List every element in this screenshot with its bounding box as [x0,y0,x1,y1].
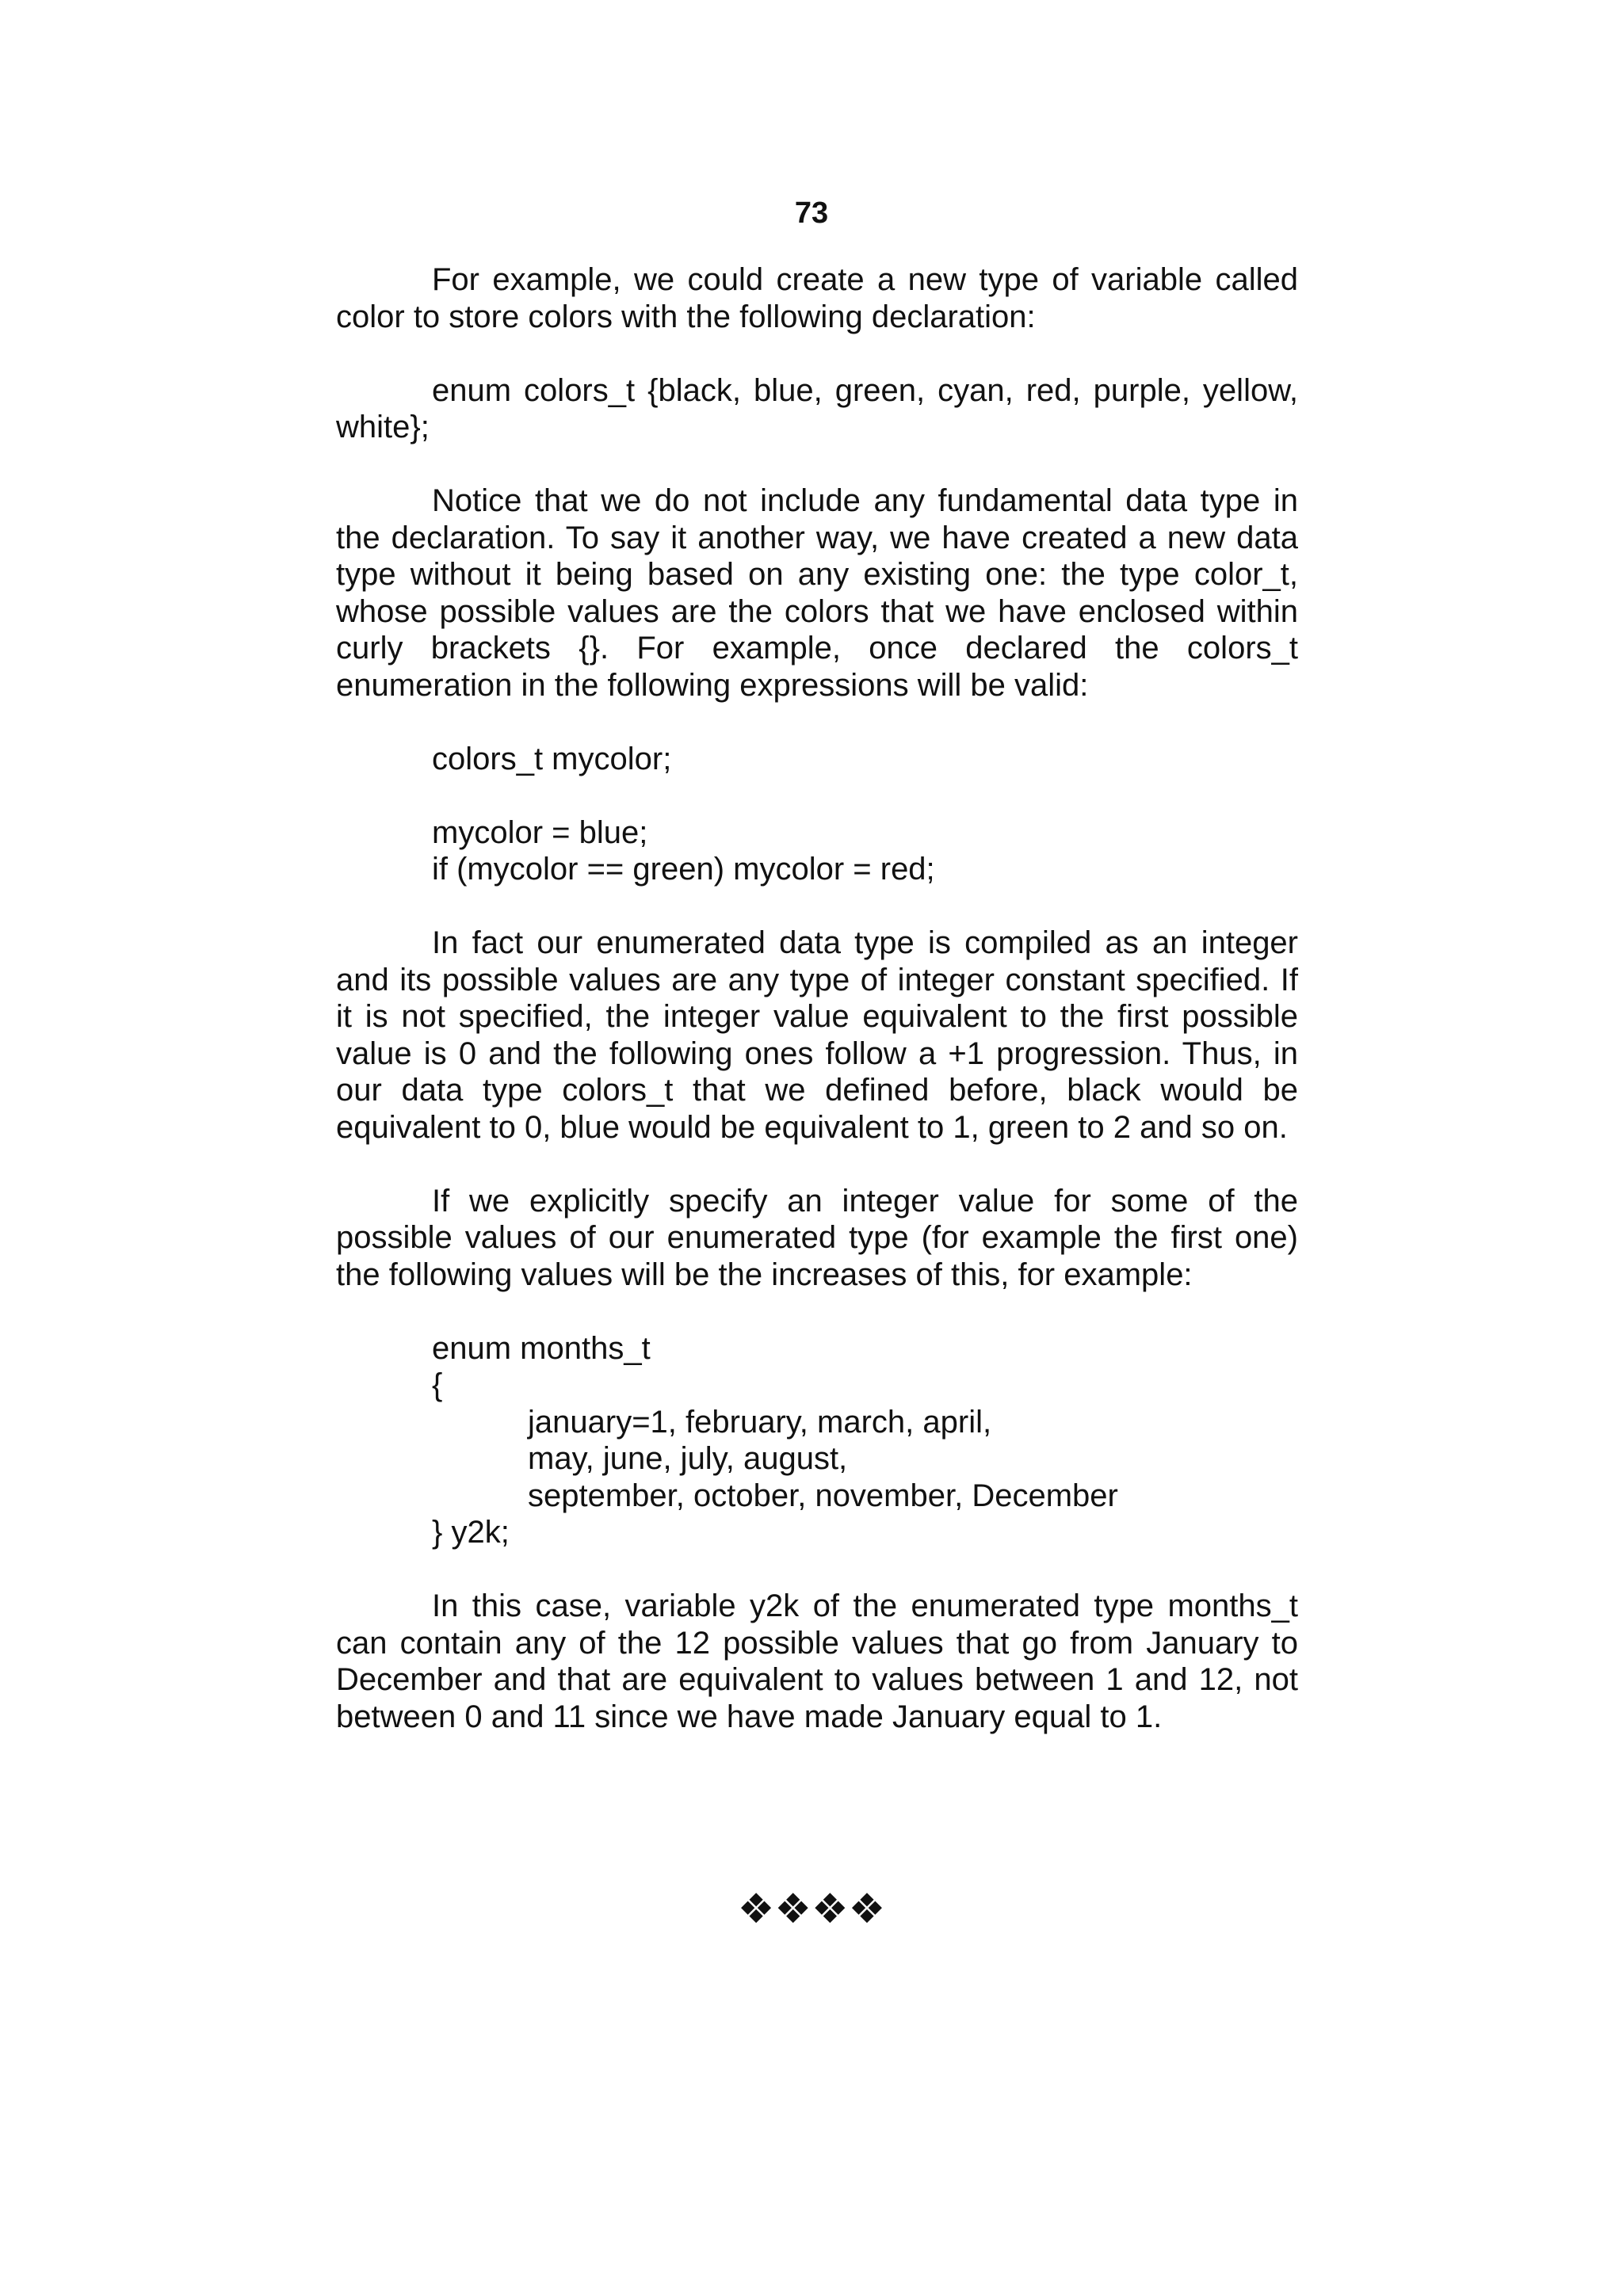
code-block-declaration [432,741,1298,778]
paragraph-explicit: If we explicitly specify an integer value for some of the possible values of our enumerated type (for example the first one) the following values will be the increases of this, for example: [336,1183,1298,1292]
page-number: 73 [794,196,829,230]
code-line: enum months_t [432,1330,651,1366]
code-block-months-enum [432,1330,1298,1551]
code-line: } y2k; [432,1515,510,1550]
code-block-assignment [432,814,1298,888]
paragraph-integer: In fact our enumerated data type is compiled as an integer and its possible values are any type of integer constant specified. If it is not specified, the integer value equivalent to the first possible value is 0 and the following ones follow a +1 progression. Thus, in our data type colors_t that we defined before, black would be equivalent to 0, blue would be equivalent to 1, green to 2 and so on. [336,925,1298,1145]
section-end-ornament-icon: ❖❖❖❖ [737,1886,886,1933]
code-line: if (mycolor == green) mycolor = red; [432,852,935,887]
code-line: mycolor = blue; [432,814,648,850]
code-line: september, october, november, December [528,1478,1118,1513]
enum-declaration: enum colors_t {black, blue, green, cyan, red, purple, yellow, white}; [336,372,1298,444]
paragraph-conclusion: In this case, variable y2k of the enumerated type months_t can contain any of the 12 possible values that go from January to December and that are equivalent to values between 1 and 12, not between 0 and 11 since we have made January equal to 1. [336,1589,1298,1734]
paragraph-intro: For example, we could create a new type of variable called color to store colors with the following declaration: [336,262,1298,334]
page-body [336,261,1298,1772]
code-line: { [432,1367,443,1402]
code-line: january=1, february, march, april, [528,1404,992,1440]
code-line: may, june, july, august, [528,1441,848,1476]
paragraph-notice: Notice that we do not include any fundamental data type in the declaration. To say it another way, we have created a new data type without it being based on any existing one: the type color_t, whose possible values are the colors that we have enclosed within curly brackets {}. For example, once declared the colors_t enumeration in the following expressions will be valid: [336,483,1298,703]
code-line: colors_t mycolor; [432,741,672,776]
